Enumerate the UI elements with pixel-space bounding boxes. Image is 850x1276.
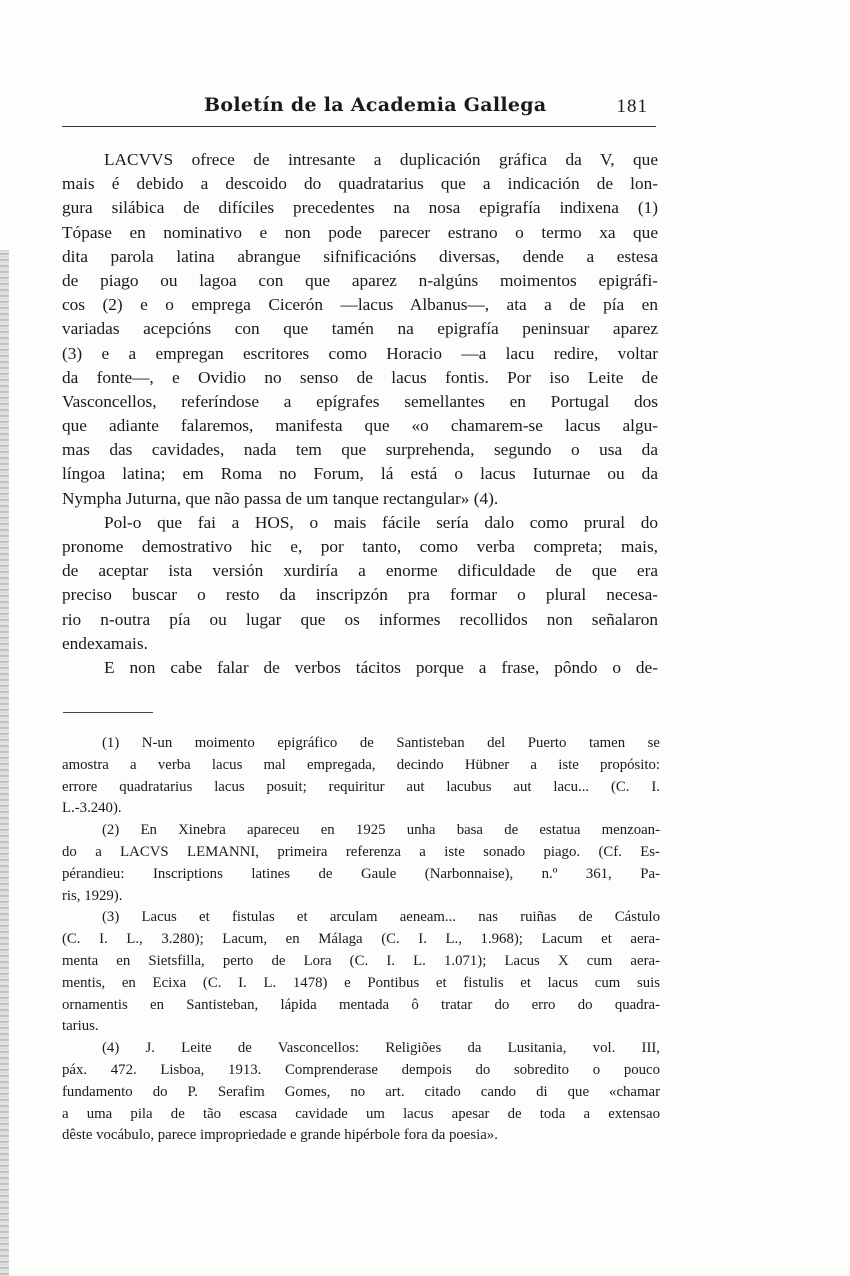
body-line: preciso buscar o resto da inscripzón pra formar o plural necesa- <box>62 585 658 605</box>
footnote-rule <box>63 712 153 713</box>
body-line: mais é debido a descoido do quadratarius que a indicación de lon- <box>62 174 658 194</box>
footnote-line: páx. 472. Lisboa, 1913. Comprenderase dempois do sobredito o pouco <box>62 1061 660 1078</box>
footnote-line: (3) Lacus et fistulas et arculam aeneam... nas ruiñas de Cástulo <box>102 909 660 926</box>
body-line: (3) e a empregan escritores como Horacio —a lacu redire, voltar <box>62 343 658 363</box>
footnote-line: errore quadratarius lacus posuit; requiritur aut lacubus aut lacu... (C. I. <box>62 778 660 795</box>
body-line: Vasconcellos, referíndose a epígrafes semellantes en Portugal dos <box>62 391 658 411</box>
footnote-line: (4) J. Leite de Vasconcellos: Religiões da Lusitania, vol. III, <box>102 1040 660 1057</box>
body-line: rio n-outra pía ou lugar que os informes recollidos non señalaron <box>62 609 658 629</box>
footnote-line: fundamento do P. Serafim Gomes, no art. citado cando di que «chamar <box>62 1083 660 1100</box>
footnote-line: do a LACVS LEMANNI, primeira referenza a iste sonado piago. (Cf. Es- <box>62 843 660 860</box>
footnote-line: mentis, en Ecixa (C. I. L. 1478) e Pontibus et fistulis et lacus cum suis <box>62 974 660 991</box>
body-line: pronome demostrativo hic e, por tanto, como verba compreta; mais, <box>62 537 658 556</box>
footnote-line: tarius. <box>62 1018 99 1035</box>
footnote-line: pérandieu: Inscriptions latines de Gaule (Narbonnaise), n.º 361, Pa- <box>62 865 660 882</box>
body-line: E non cabe falar de verbos tácitos porque a frase, pôndo o de- <box>104 657 658 677</box>
body-line: variadas acepcións con que tamén na epigrafía peninsuar aparez <box>62 319 658 339</box>
body-line: LACVVS ofrece de intresante a duplicación gráfica da V, que <box>104 150 658 169</box>
body-line: mas das cavidades, nada tem que surprehenda, segundo o usa da <box>62 440 658 460</box>
footnote-line: L.-3.240). <box>62 800 122 817</box>
body-line: endexamais. <box>62 633 148 653</box>
body-line: cos (2) e o emprega Cicerón —lacus Albanus—, ata a de pía en <box>62 295 658 315</box>
body-line: que adiante falaremos, manifesta que «o chamarem-se lacus algu- <box>62 416 658 436</box>
footnote-line: amostra a verba lacus mal empregada, decindo Hübner a iste propósito: <box>62 756 660 773</box>
running-title: Boletín de la Academia Gallega <box>204 94 547 116</box>
footnote-line: ornamentis en Santisteban, lápida mentada ô tratar do erro do quadra- <box>62 996 660 1013</box>
footnotes <box>62 733 660 1147</box>
body-line: de piago ou lagoa con que aparez n-algúns moimentos epigráfi- <box>62 270 658 290</box>
body-text <box>62 148 658 680</box>
body-line: Tópase en nominativo e non pode parecer estrano o termo xa que <box>62 222 658 242</box>
body-line: língoa latina; em Roma no Forum, lá está o lacus Iuturnae ou da <box>62 464 658 484</box>
footnote-line: (1) N-un moimento epigráfico de Santisteban del Puerto tamen se <box>102 735 660 751</box>
body-line: dita parola latina abrangue sifnificacións diversas, dende a estesa <box>62 246 658 266</box>
body-line: gura silábica de difíciles precedentes na nosa epigrafía indixena (1) <box>62 198 658 218</box>
footnote-line: a uma pila de tão escasa cavidade um lacus apesar de toda a extensao <box>62 1105 660 1122</box>
page-header <box>62 94 656 124</box>
header-rule <box>62 126 656 127</box>
page-edge-shadow <box>0 250 9 1276</box>
footnote-line: dêste vocábulo, parece impropriedade e grande hipérbole fora da poesia». <box>62 1127 498 1144</box>
body-line: da fonte—, e Ovidio no senso de lacus fontis. Por iso Leite de <box>62 367 658 387</box>
footnote-line: (2) En Xinebra apareceu en 1925 unha basa de estatua menzoan- <box>102 822 660 839</box>
body-line: de aceptar ista versión xurdiría a enorme dificuldade de que era <box>62 561 658 581</box>
body-line: Nympha Juturna, que não passa de um tanque rectangular» (4). <box>62 488 499 508</box>
footnote-line: (C. I. L., 3.280); Lacum, en Málaga (C. I. L., 1.968); Lacum et aera- <box>62 931 660 948</box>
footnote-line: ris, 1929). <box>62 887 123 904</box>
body-line: Pol-o que fai a HOS, o mais fácile sería dalo como prural do <box>104 512 658 532</box>
footnote-line: menta en Sietsfilla, perto de Lora (C. I. L. 1.071); Lacus X cum aera- <box>62 952 660 969</box>
page-number: 181 <box>616 96 648 117</box>
